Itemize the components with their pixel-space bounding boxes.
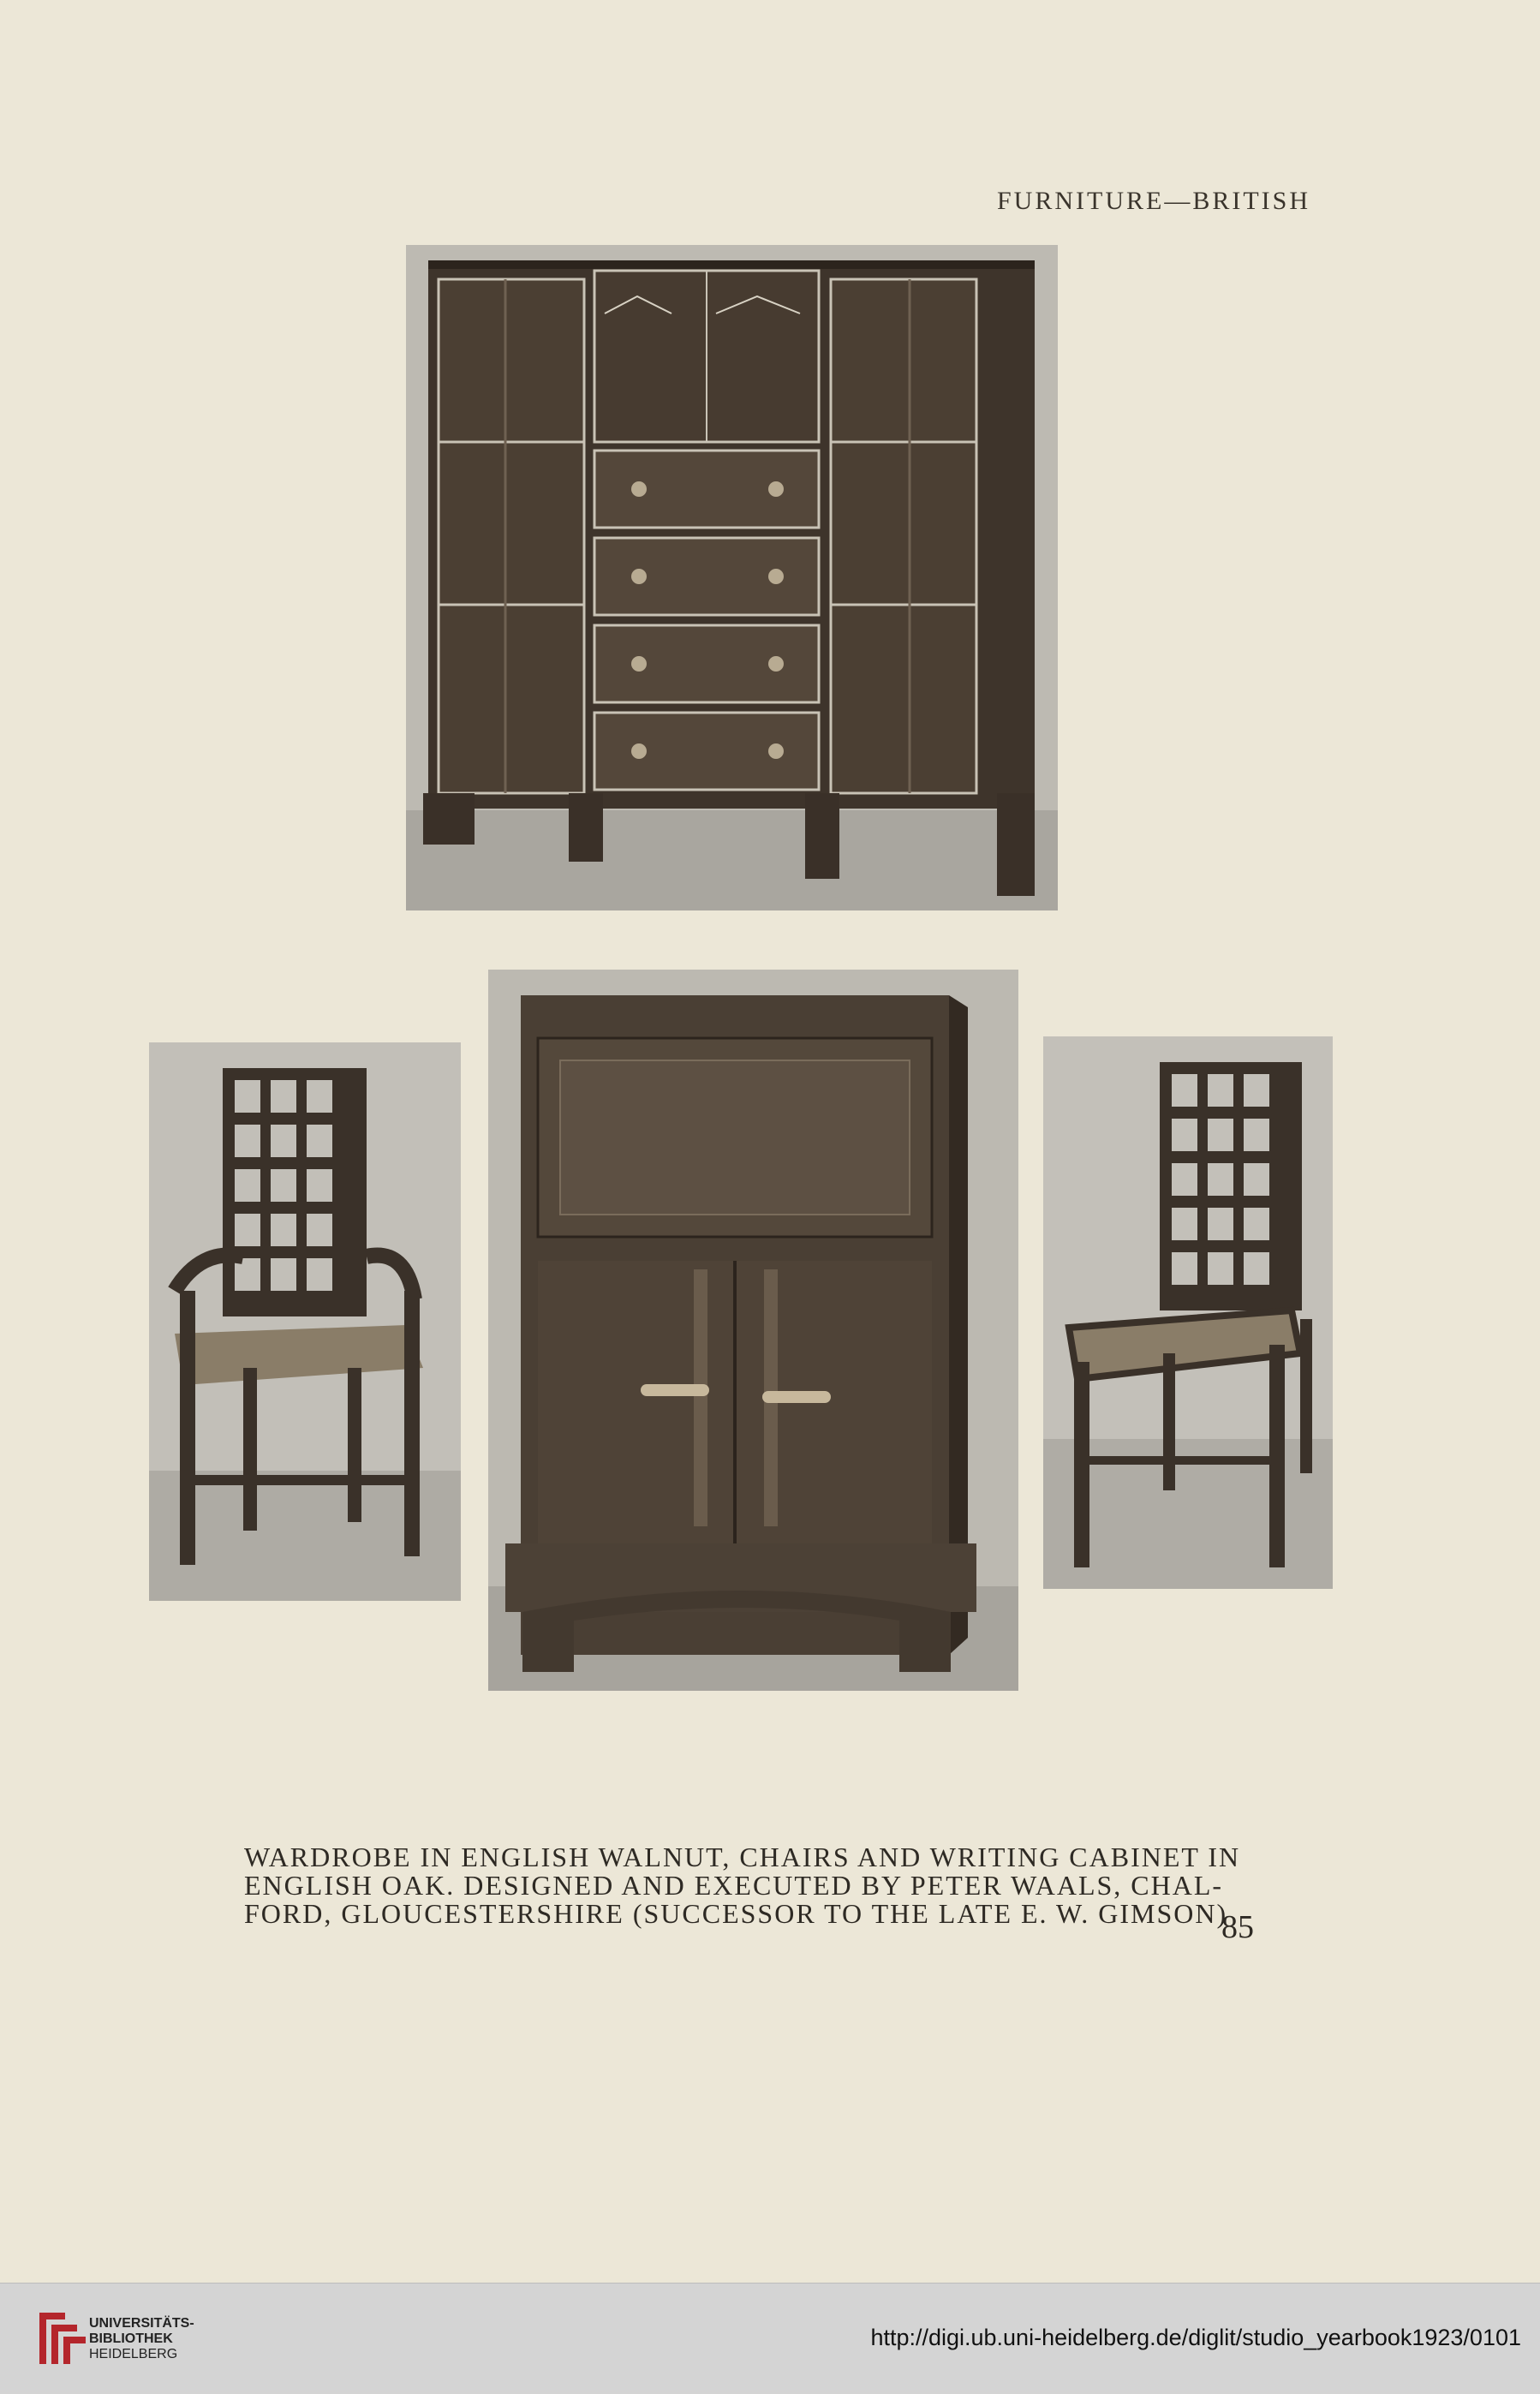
- wardrobe-photo: [406, 245, 1058, 910]
- caption-line-1: WARDROBE IN ENGLISH WALNUT, CHAIRS AND WRITING CABINET IN: [244, 1842, 1241, 1872]
- caption-line-2: ENGLISH OAK. DESIGNED AND EXECUTED BY PETER WAALS, CHAL-: [244, 1870, 1224, 1901]
- library-logo-text: [89, 2316, 194, 2362]
- wardrobe-illustration: [406, 245, 1058, 910]
- side-chair-illustration: [1043, 1036, 1333, 1589]
- logo-line-3: HEIDELBERG: [89, 2347, 178, 2361]
- figure-caption: [244, 1843, 1323, 1928]
- permalink-url[interactable]: http://digi.ub.uni-heidelberg.de/diglit/studio_yearbook1923/0101: [870, 2325, 1521, 2350]
- writing-cabinet-illustration: [488, 970, 1018, 1691]
- armchair-illustration: [149, 1042, 461, 1601]
- library-footer: [0, 2283, 1540, 2394]
- logo-line-1: UNIVERSITÄTS-: [89, 2316, 194, 2331]
- armchair-photo: [149, 1042, 461, 1601]
- running-header: FURNITURE—BRITISH: [996, 187, 1310, 215]
- logo-line-2: BIBLIOTHEK: [89, 2331, 173, 2346]
- library-logo-icon: [31, 2304, 91, 2373]
- writing-cabinet-photo: [488, 970, 1018, 1691]
- caption-line-3: FORD, GLOUCESTERSHIRE (SUCCESSOR TO THE LATE E. W. GIMSON): [244, 1898, 1228, 1929]
- page-number: 85: [1221, 1909, 1254, 1945]
- side-chair-photo: [1043, 1036, 1333, 1589]
